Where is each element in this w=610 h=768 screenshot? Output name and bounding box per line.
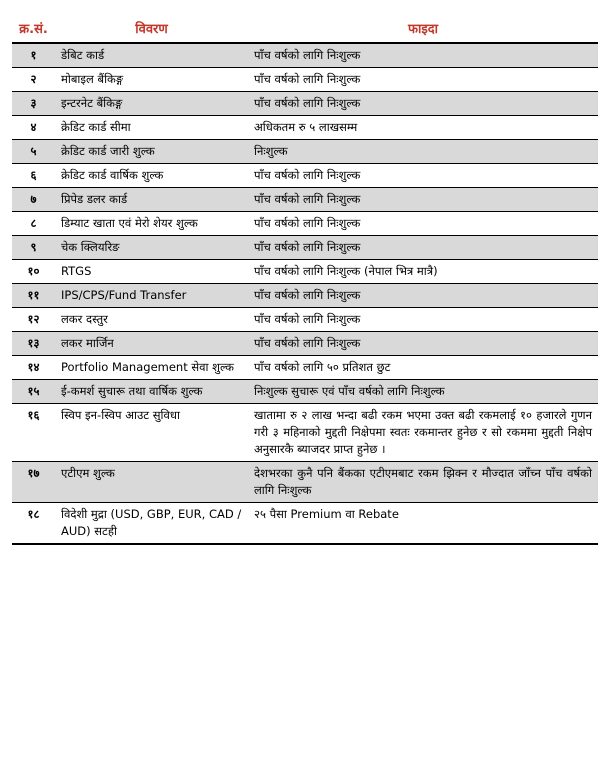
table-row (12, 164, 598, 188)
row-benefit: पाँच वर्षको लागि निःशुल्क (248, 332, 598, 356)
row-description: क्रेडिट कार्ड जारी शुल्क (55, 140, 248, 164)
row-number: ४ (12, 116, 55, 140)
table-row (12, 43, 598, 68)
table-row (12, 332, 598, 356)
row-number: ९ (12, 236, 55, 260)
table-row (12, 284, 598, 308)
row-description: प्रिपेड डलर कार्ड (55, 188, 248, 212)
row-description: डिम्याट खाता एवं मेरो शेयर शुल्क (55, 212, 248, 236)
row-description: Portfolio Management सेवा शुल्क (55, 356, 248, 380)
row-benefit: अधिकतम रु ५ लाखसम्म (248, 116, 598, 140)
row-number: १७ (12, 462, 55, 503)
row-benefit: खातामा रु २ लाख भन्दा बढी रकम भएमा उक्त बढी रकमलाई १० हजारले गुणन गरी ३ महिनाको मुद्दती निक्षेपमा स्वतः रकमान्तर हुनेछ र सो रकममा मुद्दती निक्षेप अनुसारकै ब्याजदर प्राप्त हुनेछ । (248, 404, 598, 462)
row-description: मोबाइल बैंकिङ्ग (55, 68, 248, 92)
table-row (12, 92, 598, 116)
benefits-table (12, 18, 598, 545)
row-number: १४ (12, 356, 55, 380)
row-description: लकर मार्जिन (55, 332, 248, 356)
table-row (12, 212, 598, 236)
row-description: क्रेडिट कार्ड वार्षिक शुल्क (55, 164, 248, 188)
row-number: १३ (12, 332, 55, 356)
row-number: १० (12, 260, 55, 284)
row-benefit: पाँच वर्षको लागि निःशुल्क (248, 236, 598, 260)
row-number: १६ (12, 404, 55, 462)
header-description: विवरण (55, 18, 248, 43)
header-serial: क्र.सं. (12, 18, 55, 43)
table-row (12, 380, 598, 404)
row-benefit: पाँच वर्षको लागि निःशुल्क (नेपाल भित्र मात्रै) (248, 260, 598, 284)
header-benefit: फाइदा (248, 18, 598, 43)
row-number: ५ (12, 140, 55, 164)
row-benefit: पाँच वर्षको लागि निःशुल्क (248, 43, 598, 68)
row-description: एटीएम शुल्क (55, 462, 248, 503)
table-header (12, 18, 598, 43)
table-row (12, 404, 598, 462)
row-benefit: पाँच वर्षको लागि निःशुल्क (248, 212, 598, 236)
table-row (12, 260, 598, 284)
row-description: क्रेडिट कार्ड सीमा (55, 116, 248, 140)
table-row (12, 188, 598, 212)
row-number: ११ (12, 284, 55, 308)
row-benefit: पाँच वर्षको लागि निःशुल्क (248, 68, 598, 92)
row-benefit: पाँच वर्षको लागि ५० प्रतिशत छुट (248, 356, 598, 380)
header-row (12, 18, 598, 43)
table-row (12, 68, 598, 92)
row-benefit: पाँच वर्षको लागि निःशुल्क (248, 308, 598, 332)
row-number: १ (12, 43, 55, 68)
row-benefit: देशभरका कुनै पनि बैंकका एटीएमबाट रकम झिक्न र मौज्दात जाँच्न पाँच वर्षको लागि निःशुल्क (248, 462, 598, 503)
row-benefit: निःशुल्क सुचारू एवं पाँच वर्षको लागि निःशुल्क (248, 380, 598, 404)
row-benefit: पाँच वर्षको लागि निःशुल्क (248, 188, 598, 212)
row-benefit: २५ पैसा Premium वा Rebate (248, 503, 598, 545)
table-body (12, 43, 598, 544)
row-description: चेक क्लियरिङ (55, 236, 248, 260)
table-row (12, 462, 598, 503)
table-row (12, 116, 598, 140)
row-benefit: निःशुल्क (248, 140, 598, 164)
row-description: डेबिट कार्ड (55, 43, 248, 68)
table-row (12, 308, 598, 332)
row-description: IPS/CPS/Fund Transfer (55, 284, 248, 308)
row-description: इन्टरनेट बैंकिङ्ग (55, 92, 248, 116)
row-number: १२ (12, 308, 55, 332)
row-number: १८ (12, 503, 55, 545)
row-benefit: पाँच वर्षको लागि निःशुल्क (248, 164, 598, 188)
row-description: विदेशी मुद्रा (USD, GBP, EUR, CAD / AUD) सटही (55, 503, 248, 545)
row-description: स्विप इन-स्विप आउट सुविधा (55, 404, 248, 462)
row-number: २ (12, 68, 55, 92)
row-description: RTGS (55, 260, 248, 284)
row-benefit: पाँच वर्षको लागि निःशुल्क (248, 284, 598, 308)
table-row (12, 236, 598, 260)
row-benefit: पाँच वर्षको लागि निःशुल्क (248, 92, 598, 116)
row-description: लकर दस्तुर (55, 308, 248, 332)
table-row (12, 140, 598, 164)
row-number: ८ (12, 212, 55, 236)
row-number: ३ (12, 92, 55, 116)
table-row (12, 356, 598, 380)
table-row (12, 503, 598, 545)
row-description: ई-कमर्श सुचारू तथा वार्षिक शुल्क (55, 380, 248, 404)
row-number: ७ (12, 188, 55, 212)
row-number: ६ (12, 164, 55, 188)
row-number: १५ (12, 380, 55, 404)
